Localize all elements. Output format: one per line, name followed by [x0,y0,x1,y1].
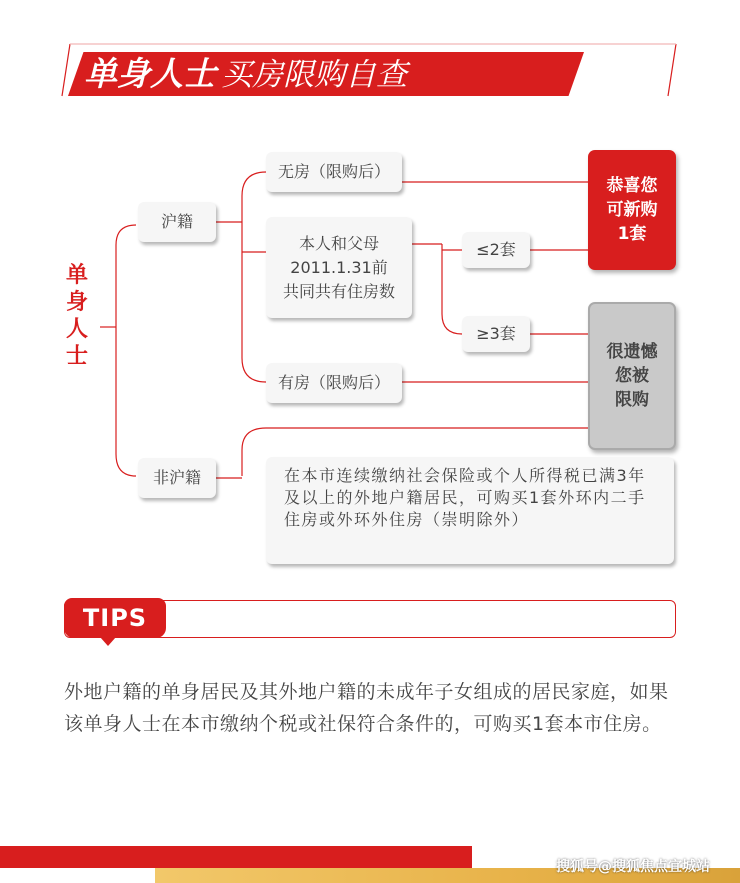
page-title [84,54,407,94]
root-label [62,262,92,370]
footer-red-bar [0,846,472,868]
tips-pointer [100,637,116,646]
result-line: 很遗憾 [606,342,658,362]
root-char: 身 [65,290,88,315]
result-allowed [588,150,676,270]
node-hu-ji: 沪籍 [138,202,216,242]
result-line: 您被 [615,366,649,386]
result-line: 限购 [615,390,649,410]
tips-body: 外地户籍的单身居民及其外地户籍的未成年子女组成的居民家庭，如果该单身人士在本市缴纳个税或社保符合条件的，可购买1套本市住房。 [64,681,669,735]
node-le2: ≤2套 [462,232,530,268]
node-no-house: 无房（限购后） [266,152,402,192]
node-has-house: 有房（限购后） [266,363,402,403]
result-restricted [588,302,676,450]
title-light: 买房限购自查 [221,57,408,93]
node-fei-hu-ji: 非沪籍 [138,458,216,498]
joint-line: 共同共有住房数 [282,281,395,301]
joint-line: 本人和父母 [298,233,379,253]
tips-label: TIPS [64,598,166,638]
root-char: 士 [65,344,88,369]
node-ge3: ≥3套 [462,316,530,352]
result-line: 1套 [617,224,647,244]
root-char: 人 [65,317,88,342]
root-char: 单 [65,263,88,288]
result-line: 可新购 [606,200,658,220]
result-line: 恭喜您 [606,176,658,196]
node-joint-ownership [266,217,412,318]
title-bold: 单身人士 [84,54,216,93]
joint-line: 2011.1.31前 [290,257,388,277]
non-local-description: 在本市连续缴纳社会保险或个人所得税已满3年及以上的外地户籍居民，可购买1套外环内二手住房或外环外住房（崇明除外） [266,457,674,564]
watermark: 搜狐号@搜狐焦点宜城站 [556,859,710,875]
